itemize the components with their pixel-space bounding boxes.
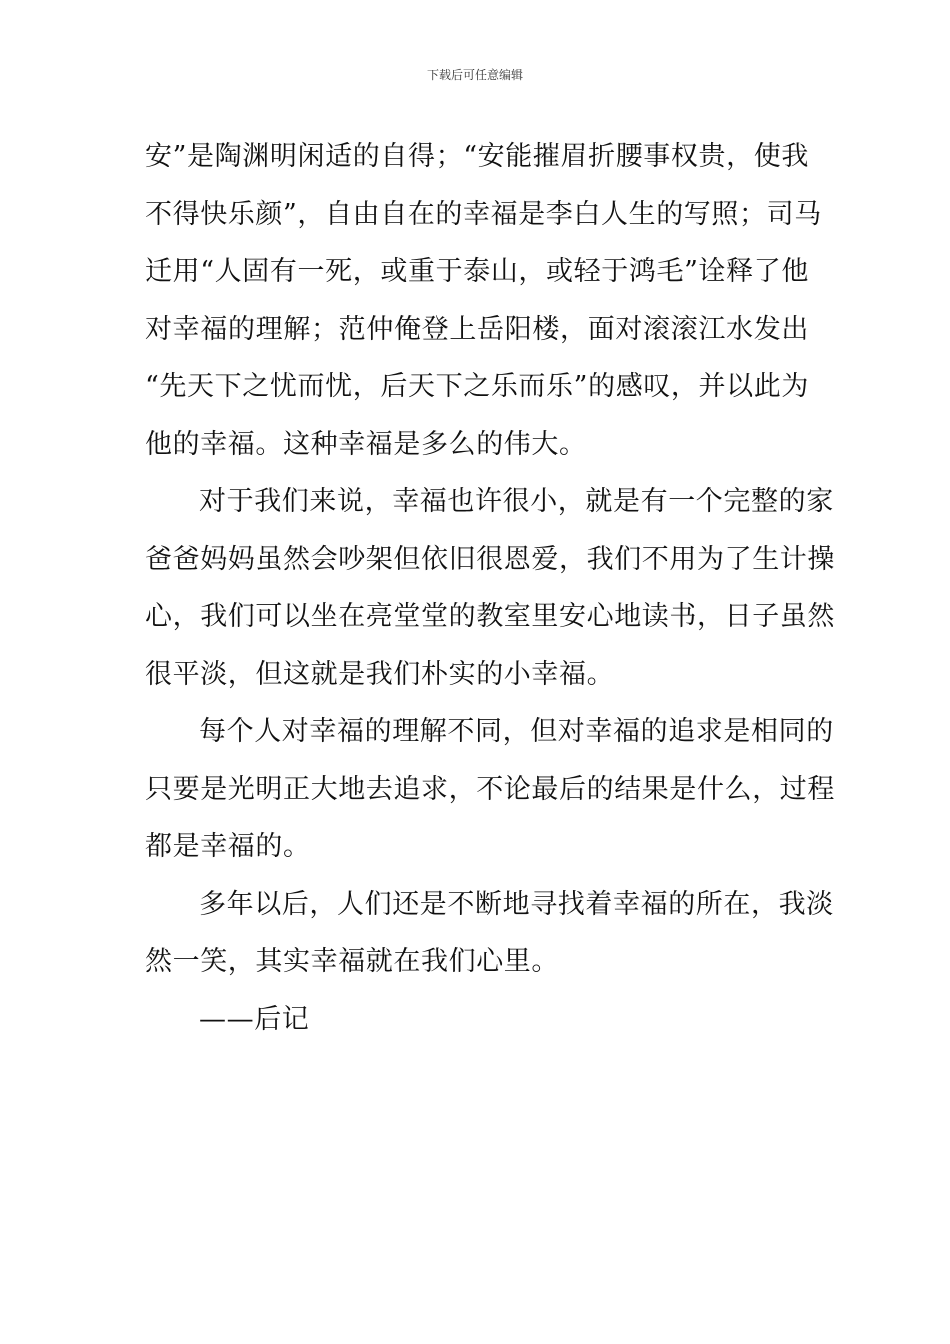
paragraph: [145, 473, 835, 703]
text-line: 对幸福的理解；范仲俺登上岳阳楼，面对滚滚江水发出: [145, 313, 809, 345]
text-line: 对于我们来说，幸福也许很小，就是有一个完整的家: [199, 486, 834, 517]
text-line: 不得快乐颜”，自由自在的幸福是李白人生的写照；司马: [145, 198, 822, 230]
paragraph: [145, 128, 822, 473]
text-line: 然一笑，其实幸福就在我们心里。: [145, 946, 559, 977]
text-line: 多年以后，人们还是不断地寻找着幸福的所在，我淡: [199, 888, 834, 920]
text-line: 安”是陶渊明闲适的自得；“安能摧眉折腰事权贵，使我: [145, 141, 809, 172]
text-line: 都是幸福的。: [145, 831, 311, 862]
text-line: 心，我们可以坐在亮堂堂的教室里安心地读书，日子虽然: [145, 601, 835, 632]
page-header-note: 下载后可任意编辑: [426, 68, 523, 82]
text-line: 只要是光明正大地去追求，不论最后的结果是什么，过程: [145, 773, 835, 805]
text-line: 迁用“人固有一死，或重于泰山，或轻于鸿毛”诠释了他: [145, 256, 809, 287]
text-line: 爸爸妈妈虽然会吵架但依旧很恩爱，我们不用为了生计操: [145, 543, 835, 575]
text-line: 很平淡，但这就是我们朴实的小幸福。: [145, 658, 615, 690]
postscript-line: ——后记: [199, 1003, 310, 1035]
text-line: 每个人对幸福的理解不同，但对幸福的追求是相同的: [199, 716, 834, 747]
paragraph: [145, 876, 834, 991]
text-line: 他的幸福。这种幸福是多么的伟大。: [145, 428, 587, 460]
paragraph: [145, 703, 835, 876]
text-line: “先天下之忧而忧，后天下之乐而乐”的感叹，并以此为: [145, 371, 809, 402]
paragraph: [145, 991, 809, 1049]
document-body: [145, 128, 835, 1048]
